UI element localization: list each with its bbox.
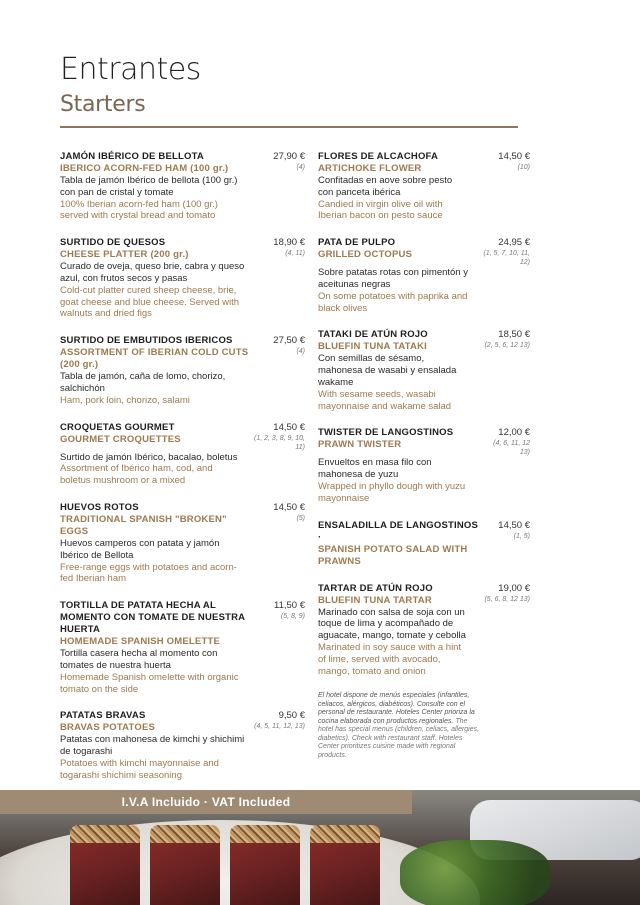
dish-price: 18,50 €: [498, 329, 530, 341]
dish-description-es: Envueltos en masa filo con mahonesa de yuzu: [318, 457, 432, 481]
dish-description-es: Tabla de jamón Ibérico de bellota (100 gr.) con pan de cristal y tomate: [60, 175, 238, 198]
dish-description-es: Tortilla casera hecha al momento con tomates de nuestra huerta: [60, 648, 218, 671]
dish-description-en: On some potatoes with paprika and black olives: [318, 290, 468, 314]
dish-price: 14,50 €: [273, 501, 305, 513]
dish-description-en: Free-range eggs with potatoes and acorn-fed Iberian ham: [60, 561, 237, 585]
allergen-codes: (4): [296, 348, 305, 356]
menu-item: [318, 519, 530, 568]
menu-item: [60, 237, 305, 320]
dish-description-en: Homemade Spanish omelette with organic tomato on the side: [60, 671, 239, 695]
dish-price: 9,50 €: [278, 710, 305, 722]
dish-description-en: With sesame seeds, wasabi mayonnaise and wakame salad: [318, 388, 452, 412]
allergen-codes: (5, 6, 8, 12 13): [484, 595, 530, 603]
dish-description-es: Surtido de jamón Ibérico, bacalao, boletus: [60, 451, 238, 463]
dish-name-en: GRILLED OCTOPUS: [318, 249, 413, 261]
dish-description-es: Confitadas en aove sobre pesto con panceta ibérica: [318, 175, 453, 198]
menu-item: [60, 600, 305, 695]
dish-name-en: BRAVAS POTATOES: [60, 722, 156, 734]
menu-item: [318, 237, 530, 314]
sesame-crust: [310, 825, 380, 843]
menu-item: [318, 329, 530, 412]
allergen-codes: (4): [296, 164, 305, 171]
dish-name-es: JAMÓN IBÉRICO DE BELLOTA: [60, 151, 204, 162]
menu-item: [318, 151, 530, 222]
allergen-codes: (4, 11): [285, 250, 305, 258]
dish-price: 24,95 €: [498, 237, 530, 249]
dish-description-en: 100% Iberian acorn-fed ham (100 gr.) served with crystal bread and tomato: [60, 198, 218, 222]
menu-item: [60, 502, 305, 585]
dish-description-en: Potatoes with kimchi mayonnaise and togarashi shichimi seasoning: [60, 757, 219, 781]
dish-name-es: TWISTER DE LANGOSTINOS: [318, 427, 454, 439]
special-menus-note-es: El hotel dispone de menús especiales (infantiles, celiacos, alérgicos, diabéticos). Consulte con el personal de restaurante. Hoteles Center prioriza la cocina elaborada con productos regionales.: [318, 692, 475, 725]
dish-name-es: TARTAR DE ATÚN ROJO: [318, 582, 433, 594]
dish-description-en: Ham, pork loin, chorizo, salami: [60, 394, 190, 406]
dish-name-es: FLORES DE ALCACHOFA: [318, 151, 439, 162]
dish-price: 18,90 €: [273, 237, 305, 249]
dish-description-en: Wrapped in phyllo dough with yuzu mayonnaise: [318, 480, 466, 504]
allergen-codes: (1, 5, 7, 10, 11, 12): [483, 250, 530, 267]
page-title: Entrantes: [60, 52, 201, 87]
menu-item: [60, 335, 305, 406]
dish-description-en: Candied in virgin olive oil with Iberian bacon on pesto sauce: [318, 198, 443, 222]
dish-name-es: TORTILLA DE PATATA HECHA AL MOMENTO CON TOMATE DE NUESTRA HUERTA: [60, 600, 245, 636]
menu-item: [318, 582, 530, 678]
dish-price: 14,50 €: [498, 151, 530, 162]
special-menus-note: [318, 692, 483, 760]
dish-name-en: TRADITIONAL SPANISH "BROKEN" EGGS: [60, 513, 227, 537]
left-column: [60, 151, 305, 797]
dish-price: 14,50 €: [273, 421, 305, 433]
sesame-crust: [150, 825, 220, 843]
allergen-codes: (10): [517, 164, 530, 171]
wakame-salad: [400, 840, 550, 905]
dish-price: 11,50 €: [274, 600, 305, 612]
right-column: [318, 151, 530, 760]
dish-name-es: PATATAS BRAVAS: [60, 710, 146, 722]
dish-name-es: HUEVOS ROTOS: [60, 501, 139, 513]
allergen-codes: (2, 5, 6, 12 13): [484, 342, 530, 350]
dish-description-en: Cold-cut platter cured sheep cheese, brie, goat cheese and blue cheese. Served with walnuts and dried figs: [60, 284, 240, 320]
menu-item: [60, 710, 305, 781]
special-menus-note-en: The hotel has special menus (children, celiacs, allergies, diabetics). Check with restaurant staff. Hoteles Center prioritizes cuisine made with regional products.: [318, 717, 480, 759]
dish-price: 27,50 €: [273, 335, 305, 347]
dish-name-es: CROQUETAS GOURMET: [60, 421, 175, 433]
dish-description-es: Huevos camperos con patata y jamón Ibérico de Bellota: [60, 537, 220, 561]
dish-name-en: GOURMET CROQUETTES: [60, 433, 181, 445]
dish-name-en: ASSORTMENT OF IBERIAN COLD CUTS (200 gr.): [60, 347, 249, 371]
dish-name-en: IBERICO ACORN-FED HAM (100 gr.): [60, 163, 229, 174]
allergen-codes: (4, 5, 11, 12, 13): [254, 723, 305, 731]
menu-item: [60, 422, 305, 487]
dish-name-en: BLUEFIN TUNA TATAKI: [318, 341, 427, 353]
dish-description-es: Con semillas de sésamo, mahonesa de wasabi y ensalada wakame: [318, 353, 457, 388]
dish-description-en: Marinated in soy sauce with a hint of lime, served with avocado, mango, tomato and onion: [318, 641, 462, 677]
dish-price: 12,00 €: [498, 427, 530, 439]
allergen-codes: (1, 5): [513, 532, 530, 540]
dish-name-en: ARTICHOKE FLOWER: [318, 163, 422, 174]
dish-description-es: Tabla de jamón, caña de lomo, chorizo, salchichón: [60, 371, 226, 394]
dish-description-es: Sobre patatas rotas con pimentón y aceitunas negras: [318, 267, 468, 290]
page-subtitle: Starters: [60, 92, 146, 117]
title-divider: [60, 126, 518, 128]
dish-name-en: BLUEFIN TUNA TARTAR: [318, 594, 432, 606]
sesame-crust: [70, 825, 140, 843]
menu-item: [60, 151, 305, 222]
dish-name-es: SURTIDO DE EMBUTIDOS IBERICOS: [60, 335, 233, 347]
allergen-codes: (5): [296, 514, 305, 522]
allergen-codes: (4, 6, 11, 12 13): [493, 440, 530, 457]
allergen-codes: (1, 2, 3, 8, 9, 10, 11): [254, 434, 305, 451]
dish-price: 27,90 €: [273, 151, 305, 162]
dish-name-es: SURTIDO DE QUESOS: [60, 237, 166, 249]
menu-item: [318, 427, 530, 504]
dish-name-en: PRAWN TWISTER: [318, 439, 402, 451]
dish-name-en: CHEESE PLATTER (200 gr.): [60, 249, 189, 261]
dish-price: 19,00 €: [498, 582, 530, 594]
dish-description-es: Patatas con mahonesa de kimchi y shichimi de togarashi: [60, 734, 245, 758]
dish-description-en: Assortment of Ibérico ham, cod, and boletus mushroom or a mixed: [60, 463, 213, 487]
dish-description-es: Curado de oveja, queso brie, cabra y queso azul, con frutos secos y pasas: [60, 261, 245, 284]
dish-name-es: TATAKI DE ATÚN ROJO: [318, 329, 428, 341]
sesame-crust: [230, 825, 300, 843]
dish-name-en: SPANISH POTATO SALAD WITH PRAWNS: [318, 543, 468, 567]
dish-price: 14,50 €: [498, 519, 530, 531]
dish-description-es: Marinado con salsa de soja con un toque de lima y acompañado de aguacate, mango, tomate y cebolla: [318, 606, 466, 642]
vat-banner-text: I.V.A Incluido · VAT Included: [121, 795, 291, 809]
dish-name-es: PATA DE PULPO: [318, 237, 396, 249]
dish-name-es: ENSALADILLA DE LANGOSTINOS ·: [318, 519, 479, 543]
allergen-codes: (5, 8, 9): [280, 613, 305, 621]
dish-name-en: HOMEMADE SPANISH OMELETTE: [60, 636, 220, 648]
